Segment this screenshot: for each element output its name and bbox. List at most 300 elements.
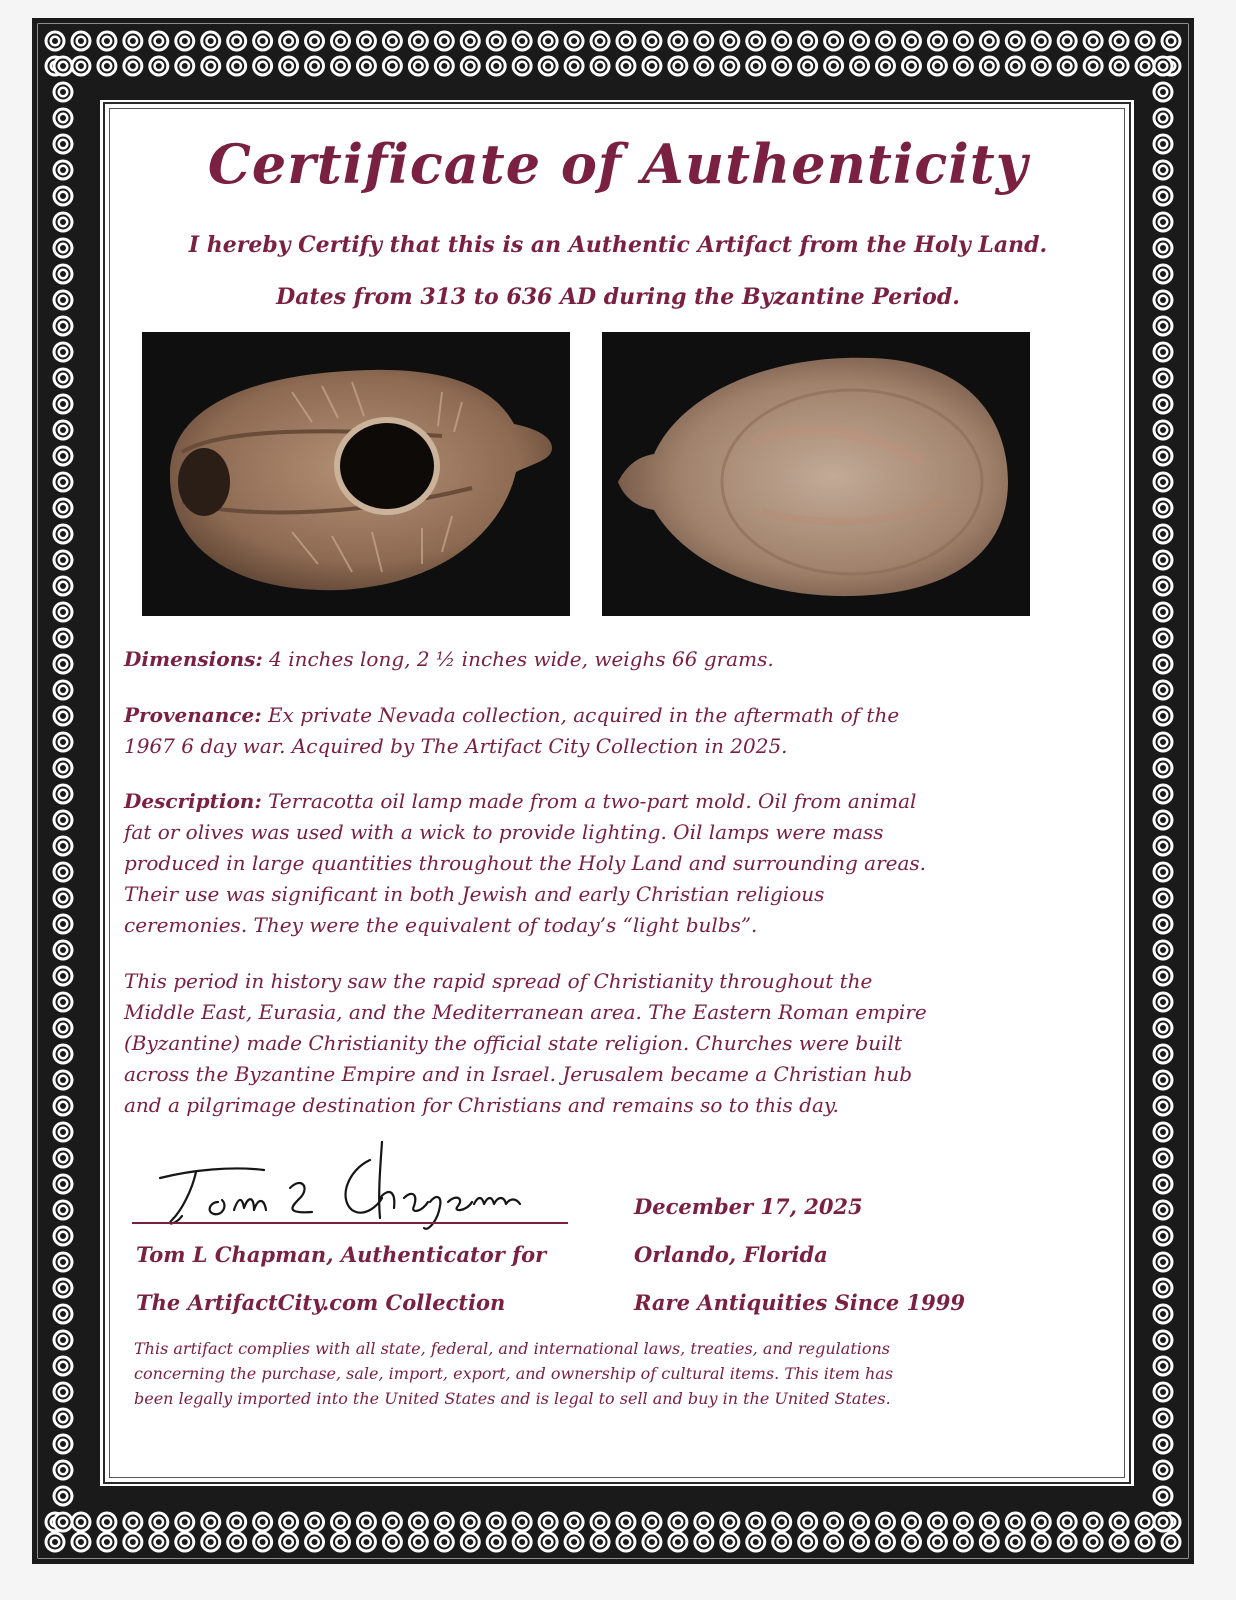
border-ring [953,31,974,52]
border-ring [693,1532,714,1553]
certificate-title: Certificate of Authenticity [207,132,1029,196]
border-ring [53,1200,74,1221]
border-ring [226,56,247,77]
border-ring [590,31,611,52]
authenticator-name: Tom L Chapman, Authenticator for [136,1242,547,1267]
border-ring [53,394,74,415]
border-ring [356,31,377,52]
border-ring [1005,56,1026,77]
dimensions-text: 4 inches long, 2 ½ inches wide, weighs 66 grams. [269,647,774,671]
border-ring [53,784,74,805]
border-ring [148,56,169,77]
border-ring [1109,1532,1130,1553]
provenance-label: Provenance: [124,703,262,727]
border-ring [538,1532,559,1553]
border-ring [615,31,636,52]
border-ring [356,1532,377,1553]
period-statement: Dates from 313 to 636 AD during the Byzantine Period. [276,284,960,310]
border-ring [615,56,636,77]
border-ring [1153,1226,1174,1247]
border-ring [356,1512,377,1533]
border-ring [96,56,117,77]
border-ring [53,836,74,857]
border-ring [96,1532,117,1553]
border-ring [96,31,117,52]
legal-notice [134,1336,1094,1411]
border-ring [1135,31,1156,52]
collection-name: The ArtifactCity.com Collection [136,1290,506,1315]
border-ring [174,56,195,77]
border-ring [200,56,221,77]
border-ring [512,1532,533,1553]
border-ring [1153,784,1174,805]
border-ring [53,1434,74,1455]
border-ring [901,56,922,77]
border-ring [53,1486,74,1507]
border-ring [382,31,403,52]
border-ring [1153,888,1174,909]
border-ring [252,1532,273,1553]
border-ring [667,56,688,77]
border-ring [745,1532,766,1553]
border-ring [53,1356,74,1377]
border-ring [53,1252,74,1273]
border-ring [901,31,922,52]
border-ring [53,264,74,285]
dimensions-label: Dimensions: [124,647,263,671]
border-ring [70,1532,91,1553]
border-ring [53,1018,74,1039]
border-ring [1057,56,1078,77]
border-ring [1153,1252,1174,1273]
border-ring [564,56,585,77]
border-ring [1153,862,1174,883]
provenance-text-2: 1967 6 day war. Acquired by The Artifact City Collection in 2025. [124,734,788,758]
border-ring [1153,420,1174,441]
border-ring [667,31,688,52]
border-ring [148,1512,169,1533]
border-ring [122,1512,143,1533]
border-ring [53,732,74,753]
border-ring [1153,368,1174,389]
border-ring [70,56,91,77]
border-ring [1153,1512,1174,1533]
history-text-3: (Byzantine) made Christianity the official state religion. Churches were built [124,1031,902,1055]
border-ring [1083,1532,1104,1553]
description-text-3: produced in large quantities throughout the Holy Land and surrounding areas. [124,851,927,875]
border-ring [330,1532,351,1553]
border-ring [564,31,585,52]
border-ring [771,1512,792,1533]
border-ring [641,31,662,52]
border-ring [122,31,143,52]
border-ring [979,1512,1000,1533]
border-ring [797,31,818,52]
border-ring [53,810,74,831]
border-ring [1153,1070,1174,1091]
border-ring [1153,108,1174,129]
border-ring [927,31,948,52]
border-ring [304,1532,325,1553]
border-ring [1153,342,1174,363]
border-ring [460,1532,481,1553]
border-ring [927,1532,948,1553]
border-ring [1135,1532,1156,1553]
border-ring [590,1512,611,1533]
border-ring [53,914,74,935]
border-ring [1153,1304,1174,1325]
border-ring [53,706,74,727]
border-ring [174,31,195,52]
oil-lamp-top-view-icon [142,332,570,616]
border-ring [460,31,481,52]
border-ring [901,1512,922,1533]
border-ring [252,1512,273,1533]
signature-line [132,1222,568,1224]
border-ring [953,1512,974,1533]
border-ring [434,1532,455,1553]
border-ring [512,56,533,77]
border-ring [745,31,766,52]
border-ring [979,31,1000,52]
border-ring [330,31,351,52]
provenance-line [124,700,1084,731]
border-ring [460,56,481,77]
border-ring [1057,1512,1078,1533]
border-ring [434,31,455,52]
border-ring [53,212,74,233]
description-label: Description: [124,789,262,813]
border-ring [1153,680,1174,701]
border-ring [1161,31,1182,52]
border-ring [174,1532,195,1553]
border-ring [1109,31,1130,52]
border-ring [278,1512,299,1533]
history-text-4: across the Byzantine Empire and in Israel. Jerusalem became a Christian hub [124,1062,913,1086]
border-ring [1153,992,1174,1013]
border-ring [1153,758,1174,779]
border-ring [486,31,507,52]
border-ring [53,628,74,649]
border-ring [1153,1200,1174,1221]
border-ring [1153,1122,1174,1143]
border-ring [590,1532,611,1553]
border-ring [408,31,429,52]
border-ring [53,576,74,597]
border-ring [849,31,870,52]
border-ring [53,1304,74,1325]
border-ring [771,1532,792,1553]
border-ring [1153,940,1174,961]
border-ring [1153,446,1174,467]
artifact-photo-top [142,332,570,616]
certificate-date: December 17, 2025 [634,1194,863,1219]
border-ring [719,31,740,52]
border-ring [53,1044,74,1065]
border-ring [953,1532,974,1553]
border-ring [641,56,662,77]
border-ring [53,654,74,675]
history-text-2: Middle East, Eurasia, and the Mediterranean area. The Eastern Roman empire [124,1000,927,1024]
description-text-4: Their use was significant in both Jewish and early Christian religious [124,882,825,906]
company-tagline: Rare Antiquities Since 1999 [634,1290,965,1315]
border-ring [53,888,74,909]
border-ring [745,56,766,77]
border-ring [1153,1434,1174,1455]
border-ring [278,1532,299,1553]
border-ring [615,1512,636,1533]
border-ring [304,1512,325,1533]
border-ring [538,31,559,52]
border-ring [538,1512,559,1533]
border-ring [1153,602,1174,623]
border-ring [849,56,870,77]
border-ring [1153,1460,1174,1481]
border-ring [615,1532,636,1553]
border-ring [408,1512,429,1533]
description-text-1: Terracotta oil lamp made from a two-part mold. Oil from animal [268,789,917,813]
border-ring [1109,1512,1130,1533]
border-ring [200,31,221,52]
border-ring [486,1532,507,1553]
border-ring [1005,1532,1026,1553]
border-ring [1031,1532,1052,1553]
border-ring [1153,1330,1174,1351]
border-ring [875,1532,896,1553]
border-ring [901,1532,922,1553]
border-ring [53,1408,74,1429]
border-ring [53,1460,74,1481]
border-ring [1153,394,1174,415]
border-ring [1135,1512,1156,1533]
border-ring [1057,1532,1078,1553]
border-ring [148,1532,169,1553]
border-ring [1153,1018,1174,1039]
border-ring [330,1512,351,1533]
border-ring [1153,472,1174,493]
border-ring [927,56,948,77]
border-ring [1005,1512,1026,1533]
border-ring [1153,706,1174,727]
border-ring [53,940,74,961]
border-ring [226,31,247,52]
border-ring [1153,1408,1174,1429]
border-ring [1057,31,1078,52]
border-ring [53,550,74,571]
border-ring [797,1532,818,1553]
artifact-photo-bottom [602,332,1030,616]
legal-text-1: This artifact complies with all state, federal, and international laws, treaties, and regulations [134,1339,891,1358]
border-ring [1153,1096,1174,1117]
border-ring [53,1226,74,1247]
description-text-5: ceremonies. They were the equivalent of today’s “light bulbs”. [124,913,758,937]
border-ring [641,1532,662,1553]
border-ring [1153,810,1174,831]
border-ring [875,56,896,77]
border-ring [1031,1512,1052,1533]
border-ring [1153,550,1174,571]
border-ring [1153,56,1174,77]
border-ring [1153,316,1174,337]
history-text-1: This period in history saw the rapid spread of Christianity throughout the [124,969,873,993]
oil-lamp-bottom-view-icon [602,332,1030,616]
border-ring [1153,1382,1174,1403]
border-ring [252,31,273,52]
border-ring [667,1512,688,1533]
border-ring [53,602,74,623]
border-ring [278,56,299,77]
history-section [124,966,1084,1121]
border-ring [693,56,714,77]
border-ring [53,862,74,883]
dimensions-section [124,644,1084,675]
border-ring [408,56,429,77]
border-ring [356,56,377,77]
border-ring [53,1174,74,1195]
handwritten-signature [152,1140,542,1230]
border-ring [53,992,74,1013]
border-ring [719,1512,740,1533]
border-ring [771,31,792,52]
border-ring [564,1512,585,1533]
border-ring [823,1512,844,1533]
border-ring [434,1512,455,1533]
border-ring [1083,56,1104,77]
border-ring [45,1532,66,1553]
border-ring [53,108,74,129]
border-ring [745,1512,766,1533]
border-ring [53,1382,74,1403]
border-ring [512,1512,533,1533]
border-ring [122,1532,143,1553]
border-ring [53,1278,74,1299]
history-text-5: and a pilgrimage destination for Christians and remains so to this day. [124,1093,839,1117]
border-ring [953,56,974,77]
border-ring [1153,498,1174,519]
border-ring [1031,56,1052,77]
border-ring [382,1532,403,1553]
border-ring [849,1532,870,1553]
border-ring [53,1330,74,1351]
border-ring [797,1512,818,1533]
certification-statement: I hereby Certify that this is an Authentic Artifact from the Holy Land. [188,232,1048,258]
border-ring [590,56,611,77]
legal-text-2: concerning the purchase, sale, import, export, and ownership of cultural items. This item has [134,1364,894,1383]
border-ring [53,1096,74,1117]
border-ring [122,56,143,77]
border-ring [512,31,533,52]
border-ring [200,1532,221,1553]
border-ring [53,56,74,77]
description-section [124,786,1084,941]
border-ring [1083,31,1104,52]
border-ring [1153,82,1174,103]
border-ring [564,1532,585,1553]
border-ring [53,498,74,519]
border-ring [1153,264,1174,285]
border-ring [1153,966,1174,987]
border-ring [797,56,818,77]
border-ring [408,1532,429,1553]
provenance-section [124,700,1084,762]
border-ring [53,368,74,389]
border-ring [719,56,740,77]
border-ring [1031,31,1052,52]
border-ring [278,31,299,52]
border-ring [53,758,74,779]
legal-text-3: been legally imported into the United States and is legal to sell and buy in the United States. [134,1389,891,1408]
provenance-text-1: Ex private Nevada collection, acquired in the aftermath of the [267,703,900,727]
border-ring [849,1512,870,1533]
border-ring [53,1512,74,1533]
border-ring [53,446,74,467]
certificate-location: Orlando, Florida [634,1242,828,1267]
border-ring [979,1532,1000,1553]
border-ring [1005,31,1026,52]
border-ring [1153,1356,1174,1377]
border-ring [667,1532,688,1553]
border-ring [486,56,507,77]
border-ring [1153,1044,1174,1065]
border-ring [979,56,1000,77]
border-ring [148,31,169,52]
border-ring [200,1512,221,1533]
border-ring [693,31,714,52]
description-text-2: fat or olives was used with a wick to provide lighting. Oil lamps were mass [124,820,884,844]
border-ring [1153,1148,1174,1169]
border-ring [927,1512,948,1533]
border-ring [1153,628,1174,649]
border-ring [53,966,74,987]
border-ring [823,31,844,52]
border-ring [252,56,273,77]
border-ring [174,1512,195,1533]
border-ring [1153,1278,1174,1299]
border-ring [1161,1532,1182,1553]
border-ring [771,56,792,77]
border-ring [70,31,91,52]
border-ring [1109,56,1130,77]
border-ring [330,56,351,77]
border-ring [538,56,559,77]
border-ring [70,1512,91,1533]
border-ring [875,1512,896,1533]
border-ring [382,1512,403,1533]
border-ring [53,524,74,545]
border-ring [1153,732,1174,753]
border-ring [53,316,74,337]
border-ring [1153,914,1174,935]
description-line [124,786,1084,817]
border-ring [1153,654,1174,675]
border-ring [53,1070,74,1091]
border-ring [53,472,74,493]
border-ring [304,31,325,52]
border-ring [45,31,66,52]
border-ring [693,1512,714,1533]
border-ring [875,31,896,52]
border-ring [382,56,403,77]
border-ring [1135,56,1156,77]
border-ring [1153,576,1174,597]
border-ring [53,342,74,363]
border-ring [53,680,74,701]
border-ring [226,1532,247,1553]
border-ring [53,1122,74,1143]
border-ring [96,1512,117,1533]
border-ring [434,56,455,77]
border-ring [1083,1512,1104,1533]
